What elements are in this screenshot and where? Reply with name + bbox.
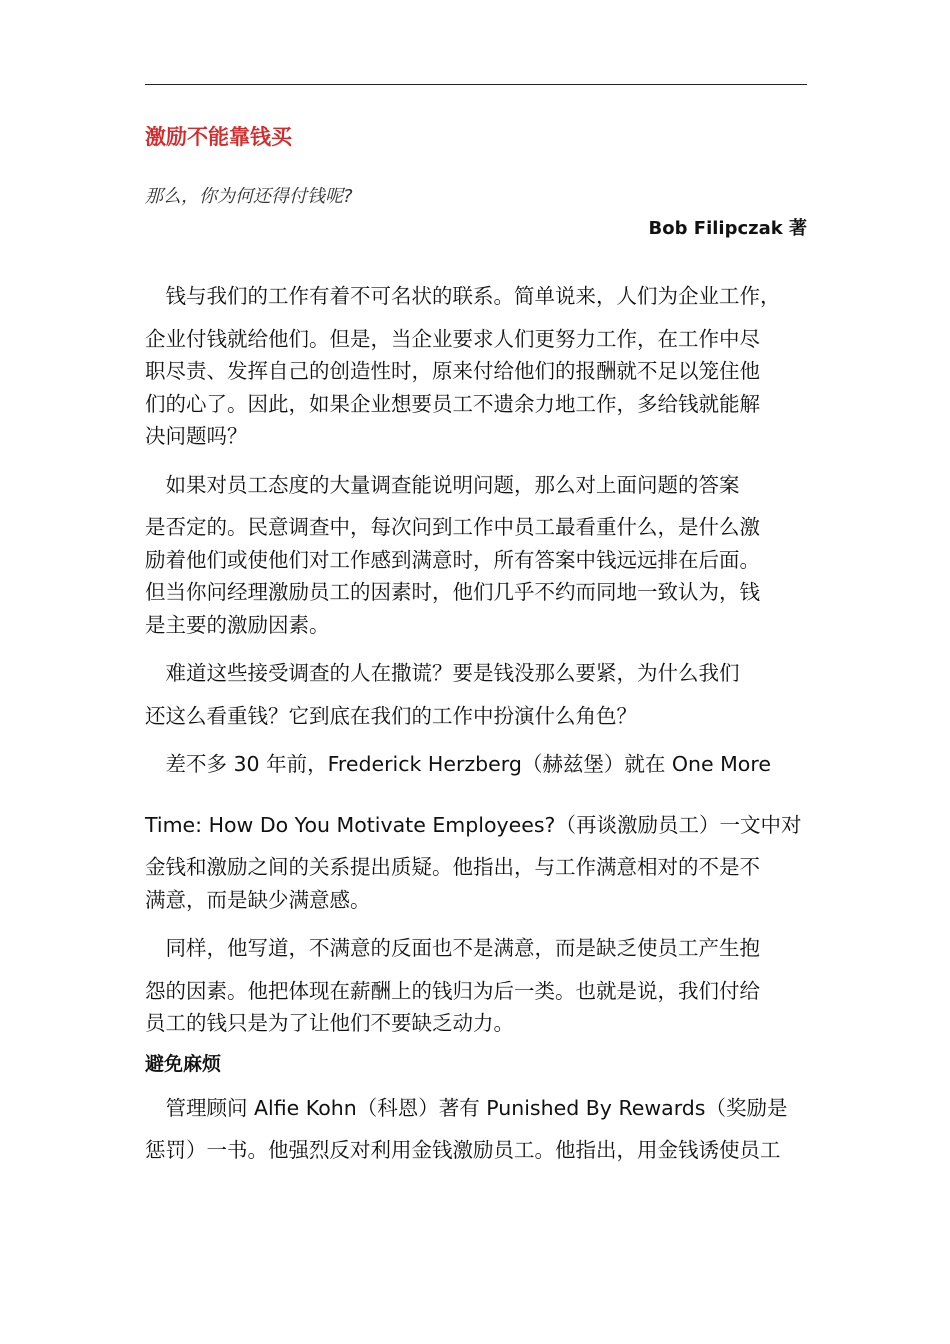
paragraph-line: 难道这些接受调查的人在撒谎？要是钱没那么要紧，为什么我们 [145,661,740,685]
paragraph-line: 金钱和激励之间的关系提出质疑。他指出，与工作满意相对的不是不 [145,855,760,879]
paragraph-line: 如果对员工态度的大量调查能说明问题，那么对上面问题的答案 [145,472,740,497]
paragraph-line: 决问题吗？ [145,424,248,448]
paragraph-line: 钱与我们的工作有着不可名状的联系。简单说来，人们为企业工作， [145,284,781,308]
section-heading: 避免麻烦 [145,1052,222,1075]
paragraph-line: 是主要的激励因素。 [145,612,330,637]
paragraph-line: 员工的钱只是为了让他们不要缺乏动力。 [145,1011,514,1035]
paragraph-4 [145,748,807,916]
paragraph-line: Time: How Do You Motivate Employees?（再谈激励员工）一文中对 [145,812,802,837]
paragraph-line: 励着他们或使他们对工作感到满意时，所有答案中钱远远排在后面。 [145,547,760,572]
article-author: Bob Filipczak 著 [648,218,807,239]
paragraph-line: 职尽责、发挥自己的创造性时，原来付给他们的报酬就不足以笼住他 [145,359,760,383]
paragraph-line: 怨的因素。他把体现在薪酬上的钱归为后一类。也就是说，我们付给 [145,978,760,1003]
paragraph-line: 是否定的。民意调查中，每次问到工作中员工最看重什么，是什么激 [145,515,760,539]
article-body [145,280,807,1167]
paragraph-line: 们的心了。因此，如果企业想要员工不遗余力地工作，多给钱就能解 [145,391,760,416]
article-title: 激励不能靠钱买 [145,125,292,149]
top-divider [145,84,807,85]
paragraph-1 [145,280,807,453]
paragraph-line: 同样，他写道，不满意的反面也不是满意，而是缺乏使员工产生抱 [145,936,760,960]
paragraph-5 [145,932,807,1040]
paragraph-3 [145,657,807,732]
paragraph-2 [145,469,807,642]
paragraph-line: 但当你问经理激励员工的因素时，他们几乎不约而同地一致认为，钱 [145,580,760,604]
paragraph-line: 企业付钱就给他们。但是，当企业要求人们更努力工作，在工作中尽 [145,326,760,351]
paragraph-line: 差不多 30 年前，Frederick Herzberg（赫兹堡）就在 One More [145,752,771,776]
paragraph-line: 满意，而是缺少满意感。 [145,887,371,912]
article-subtitle: 那么，你为何还得付钱呢? [145,186,353,207]
paragraph-line: 还这么看重钱？它到底在我们的工作中扮演什么角色？ [145,703,637,728]
paragraph-6 [145,1092,807,1167]
paragraph-line: 惩罚）一书。他强烈反对利用金钱激励员工。他指出，用金钱诱使员工 [145,1138,781,1162]
paragraph-line: 管理顾问 Alfie Kohn（科恩）著有 Punished By Rewards（奖励是 [145,1095,788,1120]
